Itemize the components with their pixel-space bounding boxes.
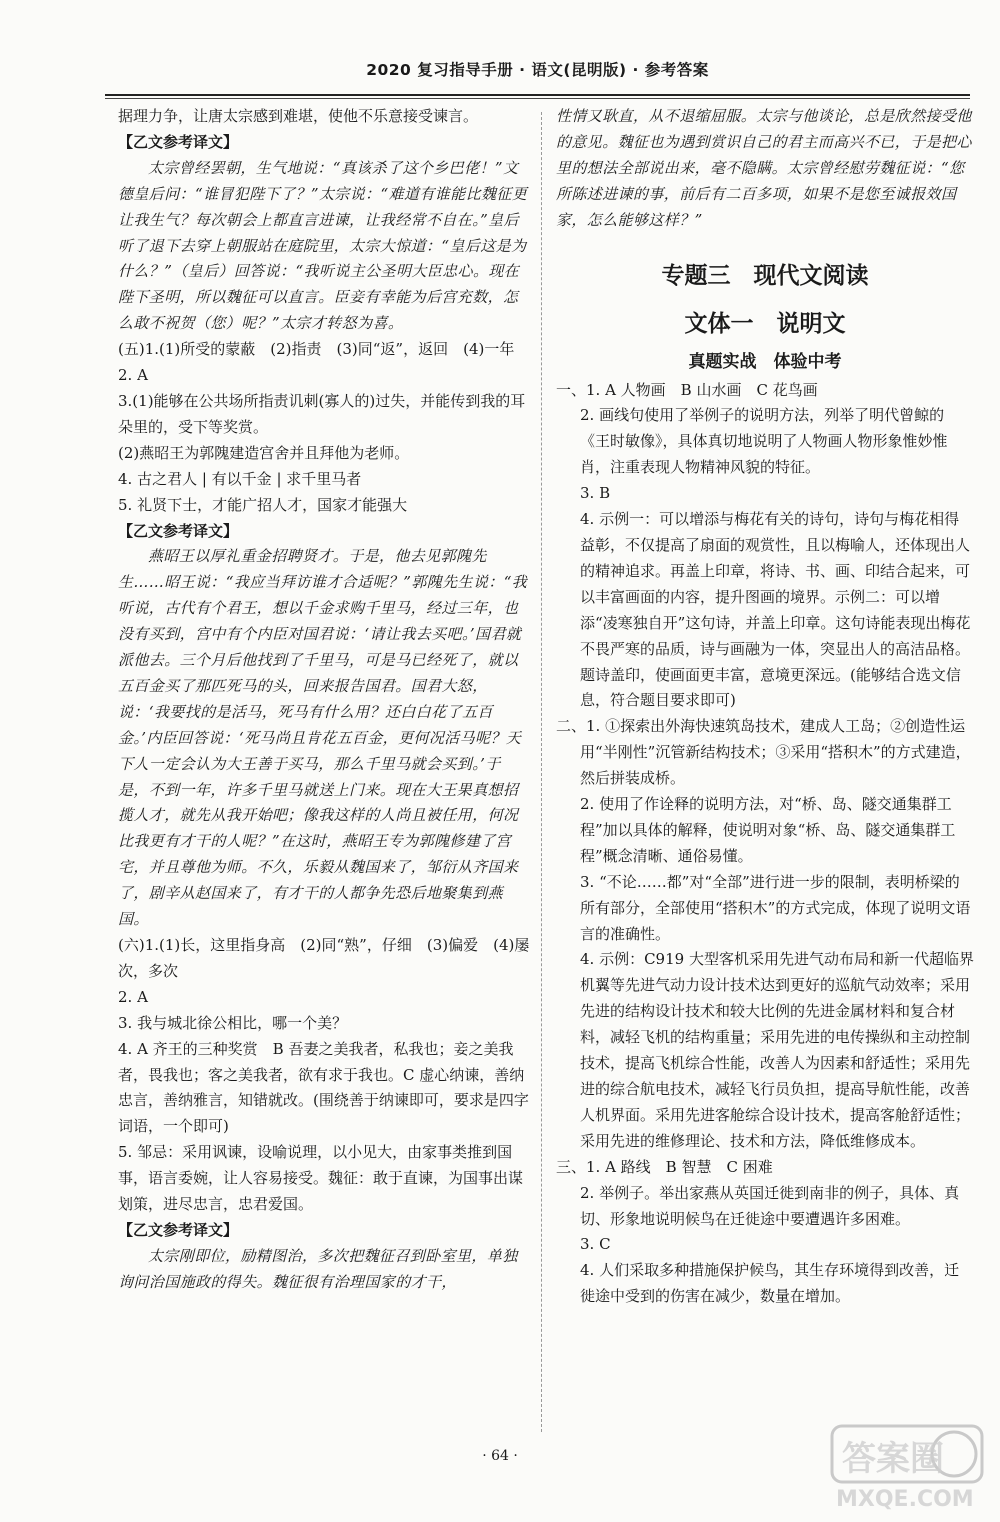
- right-column: [556, 104, 974, 1310]
- answer-item: 一、1. A 人物画 B 山水画 C 花鸟画: [556, 380, 818, 399]
- answer-item: 2. 举例子。举出家燕从英国迁徙到南非的例子，具体、真切、形象地说明候鸟在迁徙途中要遭遇许多困难。: [580, 1183, 960, 1228]
- translation-paragraph: 燕昭王以厚礼重金招聘贤才。于是，他去见郭隗先生……昭王说：“我应当拜访谁才合适呢？”郭隗先生说：“我听说，古代有个君王，想以千金求购千里马，经过三年，也没有买到，宫中有个内臣对国君说：‘请让我去买吧。’国君就派他去。三个月后他找到了千里马，可是马已经死了，就以五百金买了那匹死马的头，回来报告国君。国君大怒，说：‘我要找的是活马，死马有什么用？还白白花了五百金。’内臣回答说：‘死马尚且肯花五百金，更何况活马呢？天下人一定会认为大王善于买马，那么千里马就会买到。’于是，不到一年，许多千里马就送上门来。现在大王果真想招揽人才，就先从我开始吧；像我这样的人尚且被任用，何况比我更有才干的人呢？”在这时，燕昭王专为郭隗修建了宫宅，并且尊他为师。不久，乐毅从魏国来了，邹衍从齐国来了，剧辛从赵国来了，有才干的人都争先恐后地聚集到燕国。: [118, 547, 528, 929]
- answer-item: 2. 使用了作诠释的说明方法，对“桥、岛、隧交通集群工程”加以具体的解释，使说明对象“桥、岛、隧交通集群工程”概念清晰、通俗易懂。: [580, 795, 956, 865]
- watermark-logo-icon: [828, 1420, 986, 1512]
- answer-item: 3. C: [580, 1235, 611, 1254]
- answer-item: 三、1. A 路线 B 智慧 C 困难: [556, 1157, 773, 1176]
- answer-item: 4. 古之君人 | 有以千金 | 求千里马者: [118, 469, 362, 488]
- section-label: 【乙文参考译文】: [118, 1220, 239, 1239]
- page-number: · 64 ·: [482, 1448, 518, 1464]
- genre-title: 文体一 说明文: [684, 310, 846, 337]
- answer-item: 5. 邹忌：采用讽谏，设喻说理，以小见大，由家事类推到国事，语言委婉，让人容易接受。魏征：敢于直谏，为国事出谋划策，进尽忠言，忠君爱国。: [118, 1143, 524, 1214]
- left-column: [118, 104, 530, 1296]
- answer-item: 2. 画线句使用了举例子的说明方法，列举了明代曾鲸的《王时敏像》，具体真切地说明了人物画人物形象惟妙惟肖，注重表现人物精神风貌的特征。: [580, 406, 948, 477]
- answer-item: 5. 礼贤下士，才能广招人才，国家才能强大: [118, 495, 408, 514]
- answer-item: 4. A 齐王的三种奖赏 B 吾妻之美我者，私我也；妾之美我者，畏我也；客之美我者，欲有求于我也。C 虚心纳谏，善纳忠言，善纳雅言，知错就改。(围绕善于纳谏即可，要求是四字词语，一个即可): [118, 1039, 529, 1136]
- header-rule-thin: [105, 98, 970, 99]
- answer-item: 二、1. ①探索出外海快速筑岛技术，建成人工岛；②创造性运用“半刚性”沉管新结构技术；③采用“搭积木”的方式建造，然后拼装成桥。: [556, 717, 971, 788]
- translation-paragraph: 太宗刚即位，励精图治，多次把魏征召到卧室里，单独询问治国施政的得失。魏征很有治理国家的才干，: [118, 1246, 518, 1291]
- watermark-logo: [828, 1420, 986, 1512]
- header-rule: [105, 94, 970, 96]
- answer-item: 3.(1)能够在公共场所指责讥刺(寡人的)过失，并能传到我的耳朵里的，受下等奖赏。: [118, 391, 526, 436]
- answer-item: 3. B: [580, 484, 611, 503]
- section-label: 【乙文参考译文】: [118, 132, 239, 151]
- answer-item: (六)1.(1)长，这里指身高 (2)同“熟”，仔细 (3)偏爱 (4)屡次，多次: [118, 936, 530, 980]
- answer-item: (五)1.(1)所受的蒙蔽 (2)指责 (3)同“返”，返回 (4)一年: [118, 340, 515, 359]
- answer-item: 4. 示例：C919 大型客机采用先进气动布局和新一代超临界机翼等先进气动力设计技术达到更好的巡航气动效率；采用先进的结构设计技术和较大比例的先进金属材料和复合材料，减轻飞机的结构重量；采用先进的电传操纵和主动控制技术，提高飞机综合性能，改善人为因素和舒适性；采用先进的综合航电技术，减轻飞行员负担，提高导航性能，改善人机界面。采用先进客舱综合设计技术，提高客舱舒适性；采用先进的维修理论、技术和方法，降低维修成本。: [580, 950, 974, 1150]
- page-header: 2020 复习指导手册 · 语文(昆明版) · 参考答案: [366, 61, 709, 79]
- answer-item: (2)燕昭王为郭隗建造宫舍并且拜他为老师。: [118, 443, 410, 462]
- translation-paragraph: 性情又耿直，从不退缩屈服。太宗与他谈论，总是欣然接受他的意见。魏征也为遇到赏识自己的君主而高兴不已，于是把心里的想法全部说出来，毫不隐瞒。太宗曾经慰劳魏征说：“您所陈述进谏的事，前后有二百多项，如果不是您至诚报效国家，怎么能够这样？”: [556, 107, 972, 229]
- column-divider: [541, 112, 542, 1432]
- translation-paragraph: 太宗曾经罢朝，生气地说：“真该杀了这个乡巴佬！”文德皇后问：“谁冒犯陛下了？”太宗说：“难道有谁能比魏征更让我生气？每次朝会上都直言进谏，让我经常不自在。”皇后听了退下去穿上朝服站在庭院里，太宗大惊道：“皇后这是为什么？”（皇后）回答说：“我听说主公圣明大臣忠心。现在陛下圣明，所以魏征可以直言。臣妾有幸能为后宫充数，怎么敢不祝贺（您）呢？”太宗才转怒为喜。: [118, 158, 528, 333]
- svg-text:MXQE.COM: MXQE.COM: [836, 1487, 974, 1512]
- subsection-title: 真题实战 体验中考: [688, 351, 842, 372]
- answer-item: 4. 示例一：可以增添与梅花有关的诗句，诗句与梅花相得益彰，不仅提高了扇面的观赏性，且以梅喻人，还体现出人的精神追求。再盖上印章，将诗、书、画、印结合起来，可以丰富画面的内容，提升图画的境界。示例二：可以增添“凌寒独自开”这句诗，并盖上印章。这句诗能表现出梅花不畏严寒的品质，诗与画融为一体，突显出人的高洁品格。题诗盖印，使画面更丰富，意境更深远。(能够结合选文信息，符合题目要求即可): [580, 510, 971, 710]
- svg-text:答案圈: 答案圈: [842, 1439, 944, 1479]
- section-label: 【乙文参考译文】: [118, 521, 239, 540]
- answer-item: 2. A: [118, 987, 148, 1006]
- answer-item: 3. 我与城北徐公相比，哪一个美？: [118, 1013, 348, 1032]
- topic-title: 专题三 现代文阅读: [661, 262, 869, 289]
- paragraph: 据理力争，让唐太宗感到难堪，使他不乐意接受谏言。: [118, 107, 479, 125]
- answer-item: 3. “不论……都”对“全部”进行进一步的限制，表明桥梁的所有部分，全部使用“搭积木”的方式完成，体现了说明文语言的准确性。: [580, 872, 971, 943]
- answer-item: 4. 人们采取多种措施保护候鸟，其生存环境得到改善，迁徙途中受到的伤害在减少，数量在增加。: [580, 1261, 960, 1306]
- answer-item: 2. A: [118, 366, 148, 385]
